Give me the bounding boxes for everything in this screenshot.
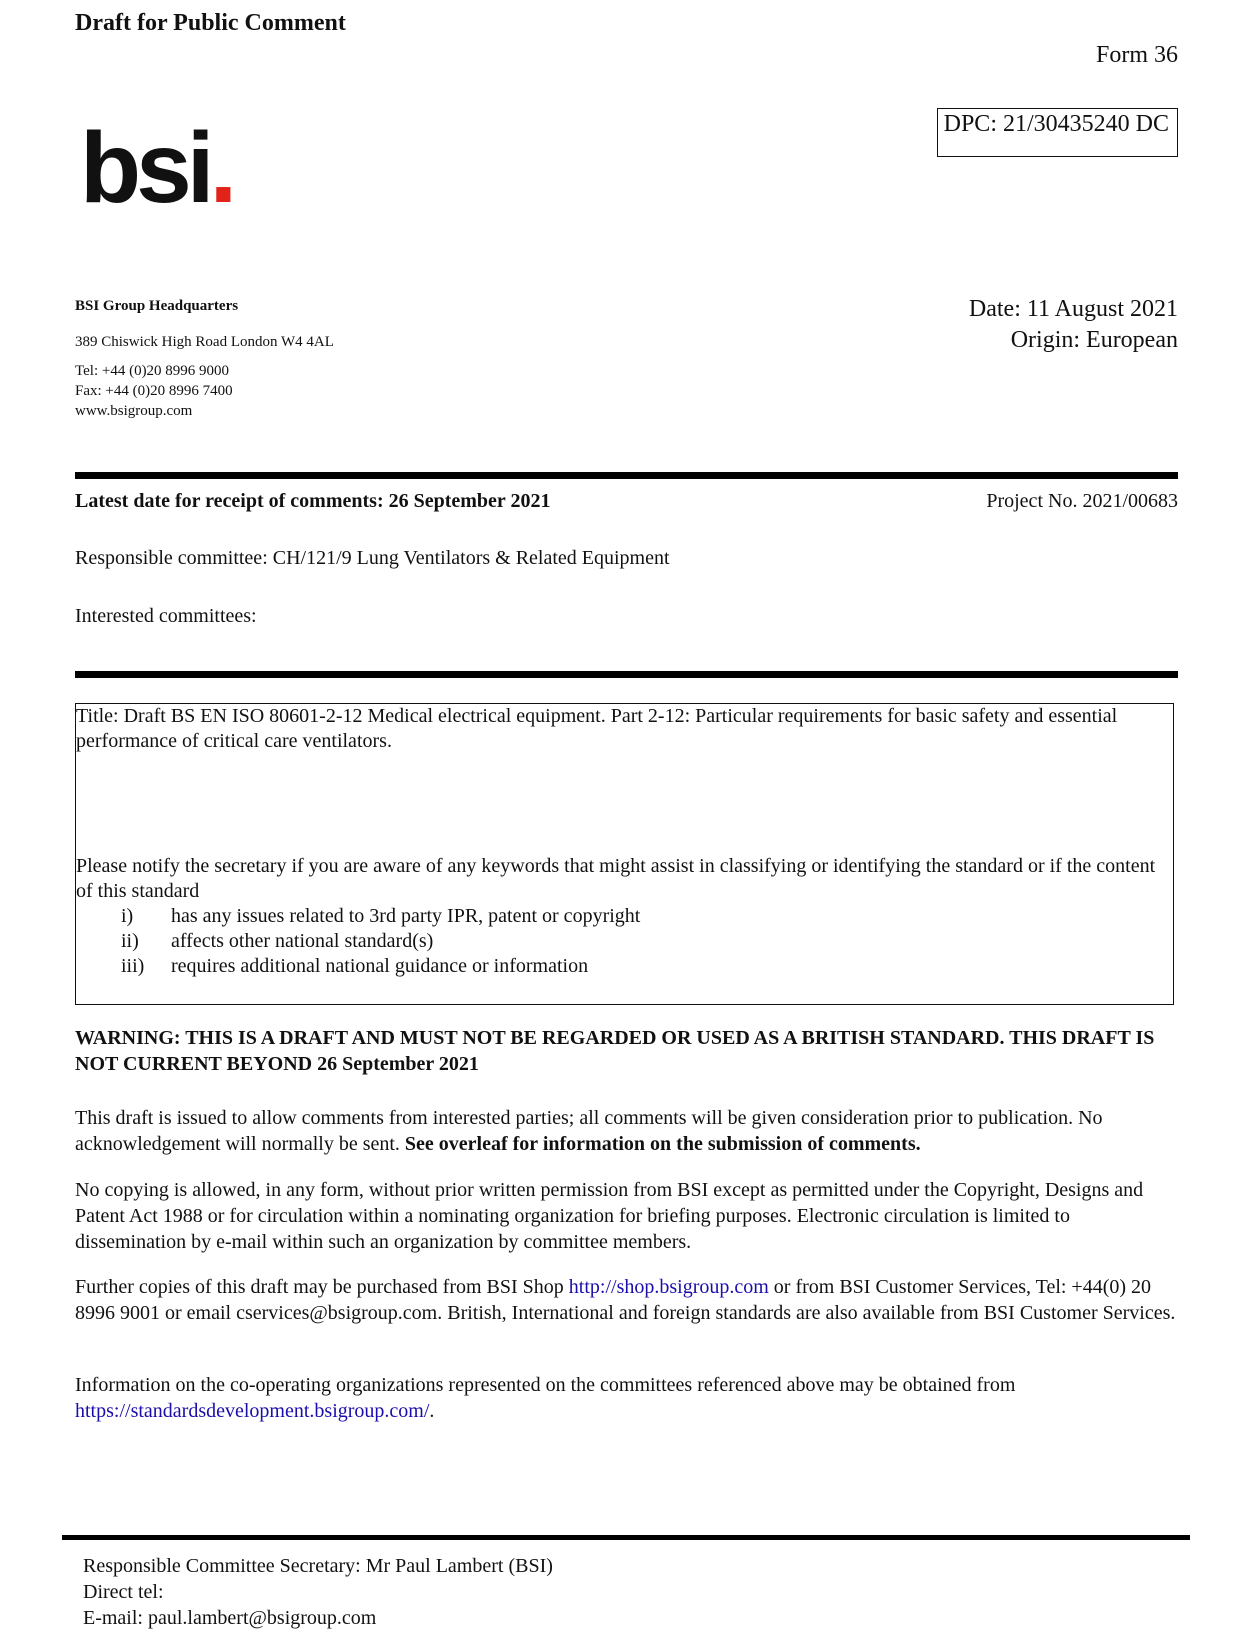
interested-committees: Interested committees: [75,605,257,627]
responsible-committee: Responsible committee: CH/121/9 Lung Ventilators & Related Equipment [75,547,670,569]
divider-rule [75,671,1178,678]
issue-date: Date: 11 August 2021 [968,296,1178,322]
footer-contact [83,1553,553,1631]
purchase-paragraph: Further copies of this draft may be purchased from BSI Shop http://shop.bsigroup.com or from BSI Customer Services, Tel: +44(0) 20 8996 9001 or email cservices@bsigroup.com. British, International and foreign standards are also available from BSI Customer Services. [75,1276,1176,1324]
footer-rule [62,1535,1190,1540]
divider-rule [75,472,1178,479]
hq-web: www.bsigroup.com [75,403,193,419]
title-box [75,703,1174,1005]
secretary-email: E-mail: paul.lambert@bsigroup.com [83,1607,377,1629]
list-item: iii) requires additional national guidance or information [121,955,589,977]
comments-paragraph: This draft is issued to allow comments from interested parties; all comments will be given consideration prior to publication. No acknowledgement will normally be sent. See overleaf for information on the submission of comments. [75,1107,1103,1155]
dpc-reference-box: DPC: 21/30435240 DC [937,108,1178,157]
notify-text: Please notify the secretary if you are aware of any keywords that might assist in classifying or identifying the standard or if the content of this standard [76,855,1156,902]
project-number: Project No. 2021/00683 [986,490,1178,512]
copying-paragraph: No copying is allowed, in any form, without prior written permission from BSI except as permitted under the Copyright, Designs and Patent Act 1988 or for circulation within a nominating organization for briefing purposes. Electronic circulation is limited to dissemination by e-mail within such an organization by committee members. [75,1179,1144,1253]
standards-development-link[interactable]: https://standardsdevelopment.bsigroup.com/ [75,1400,430,1422]
hq-fax: Fax: +44 (0)20 8996 7400 [75,383,233,399]
latest-comment-date: Latest date for receipt of comments: 26 September 2021 [75,490,551,512]
hq-address-block [75,296,334,421]
list-item: ii) affects other national standard(s) [121,930,434,952]
logo-dot: . [209,112,233,224]
date-origin-block [969,294,1178,356]
organizations-paragraph: Information on the co-operating organizations represented on the committees referenced above may be obtained from https://standardsdevelopment.bsigroup.com/. [75,1374,1016,1422]
logo-text: bsi [80,112,210,224]
hq-tel: Tel: +44 (0)20 8996 9000 [75,363,230,379]
submission-note: See overleaf for information on the submission of comments. [404,1133,921,1155]
committee-secretary: Responsible Committee Secretary: Mr Paul Lambert (BSI) [83,1555,553,1577]
form-number: Form 36 [1095,42,1178,68]
draft-title: Title: Draft BS EN ISO 80601-2-12 Medical electrical equipment. Part 2-12: Particular requirements for basic safety and essential performance of critical care ventilators. [76,705,1118,752]
draft-warning: WARNING: THIS IS A DRAFT AND MUST NOT BE REGARDED OR USED AS A BRITISH STANDARD. THIS DRAFT IS NOT CURRENT BEYOND 26 September 2021 [75,1027,1155,1075]
direct-tel: Direct tel: [83,1581,164,1603]
bsi-logo [80,112,233,224]
origin: Origin: European [1010,327,1178,353]
hq-address: 389 Chiswick High Road London W4 4AL [75,334,334,350]
list-item: i) has any issues related to 3rd party IPR, patent or copyright [121,905,641,927]
draft-label: Draft for Public Comment [75,10,346,36]
shop-link[interactable]: http://shop.bsigroup.com [568,1276,769,1298]
hq-name: BSI Group Headquarters [75,298,239,314]
notify-list [121,904,640,979]
